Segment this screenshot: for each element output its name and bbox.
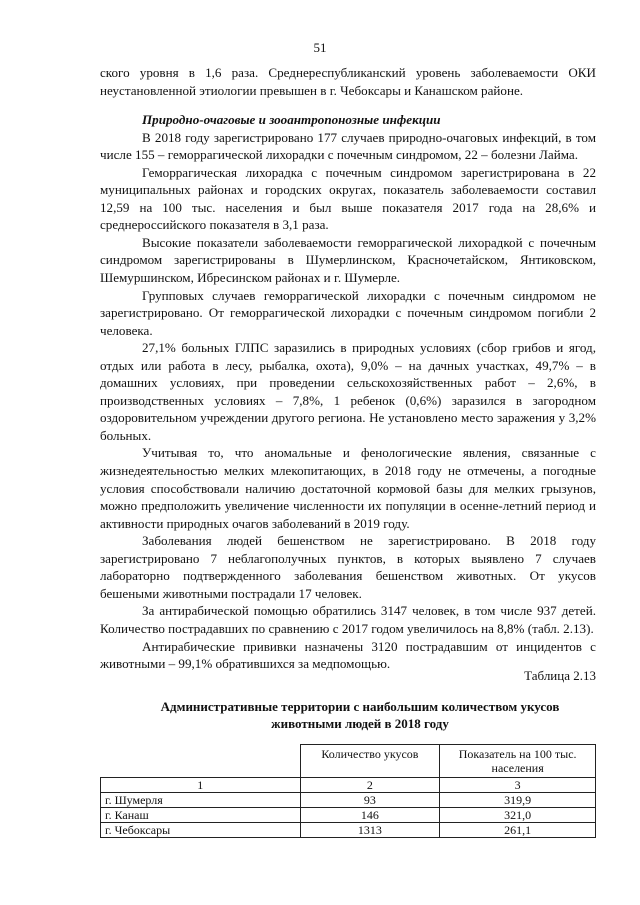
table-header-cell: Показатель на 100 тыс. населения	[440, 745, 596, 778]
table-title: Административные территории с наибольшим количеством укусов животными людей в 2018 году	[160, 699, 560, 731]
table-row	[101, 808, 596, 823]
table-number-label: Таблица 2.13	[524, 668, 596, 683]
table-cell: г. Чебоксары	[101, 823, 301, 838]
table-row	[101, 823, 596, 838]
table-cell: 1313	[300, 823, 440, 838]
paragraph: Антирабические прививки назначены 3120 пострадавшим от инцидентов с животными – 99,1% обратившихся за медпомощью.	[100, 638, 596, 672]
table-colnum-row	[101, 778, 596, 793]
table-cell: 261,1	[440, 823, 596, 838]
table-cell: 321,0	[440, 808, 596, 823]
table-cell: 93	[300, 793, 440, 808]
data-table	[100, 744, 596, 838]
table-cell: 146	[300, 808, 440, 823]
table-colnum-cell: 2	[300, 778, 440, 793]
page-number: 51	[313, 40, 327, 55]
paragraph: 27,1% больных ГЛПС заразились в природных условиях (сбор грибов и ягод, отдых или работа в лесу, рыбалка, охота), 9,0% – на дачных участках, 49,7% – в домашних условиях, при проведении сельскохозяйственных работ – 2,6%, в производственных условиях – 7,8%, 1 ребенок (0,6%) заразился в загородном оздоровительном учреждении другого региона. Не установлено место заражения у 3,2% больных.	[100, 340, 596, 443]
table-colnum-cell: 3	[440, 778, 596, 793]
section-heading: Природно-очаговые и зооантропонозные инфекции	[142, 112, 441, 128]
paragraph: Заболевания людей бешенством не зарегистрировано. В 2018 году зарегистрировано 7 неблагополучных пунктов, в которых выявлено 7 случаев лабораторно подтвержденного заболевания бешенством животных. От укусов бешеными животными пострадали 17 человек.	[100, 533, 596, 601]
table-row	[101, 793, 596, 808]
paragraph: В 2018 году зарегистрировано 177 случаев природно-очаговых инфекций, в том числе 155 – геморрагической лихорадки с почечным синдромом, 22 – болезни Лайма.	[100, 129, 596, 163]
table-colnum-cell: 1	[101, 778, 301, 793]
paragraph: Учитывая то, что аномальные и фенологические явления, связанные с жизнедеятельностью мелких млекопитающих, в 2018 году не отмечены, а погодные условия способствовали наличию достаточной кормовой базы для мелких грызунов, можно предположить увеличение численности их популяции в осенне-летний период и активности природных очагов заболеваний в 2019 году.	[100, 445, 596, 531]
paragraph: Групповых случаев геморрагической лихорадки с почечным синдромом не зарегистрировано. От геморрагической лихорадки с почечным синдромом погибли 2 человека.	[100, 287, 596, 338]
paragraph: За антирабической помощью обратились 3147 человек, в том числе 937 детей. Количество пострадавших по сравнению с 2017 годом увеличилось на 8,8% (табл. 2.13).	[100, 603, 596, 636]
table-header-cell: Количество укусов	[300, 745, 440, 778]
paragraph: Геморрагическая лихорадка с почечным синдромом зарегистрирована в 22 муниципальных районах и городских округах, показатель заболеваемости составил 12,59 на 100 тыс. населения и был выше показателя 2017 года на 28,6% и среднероссийского показателя в 3,1 раза.	[100, 164, 596, 233]
table-cell: г. Канаш	[101, 808, 301, 823]
body-text	[100, 64, 596, 673]
paragraph: ского уровня в 1,6 раза. Среднереспубликанский уровень заболеваемости ОКИ неустановленной этиологии превышен в г. Чебоксары и Канашском районе.	[100, 65, 596, 98]
table-header-row	[101, 745, 596, 778]
table-header-cell	[101, 745, 301, 778]
table-cell: 319,9	[440, 793, 596, 808]
table-cell: г. Шумерля	[101, 793, 301, 808]
paragraph: Высокие показатели заболеваемости геморрагической лихорадкой с почечным синдромом зарегистрированы в Шумерлинском, Красночетайском, Янтиковском, Шемуршинском, Ибресинском районах и г. Шумерле.	[100, 234, 596, 286]
